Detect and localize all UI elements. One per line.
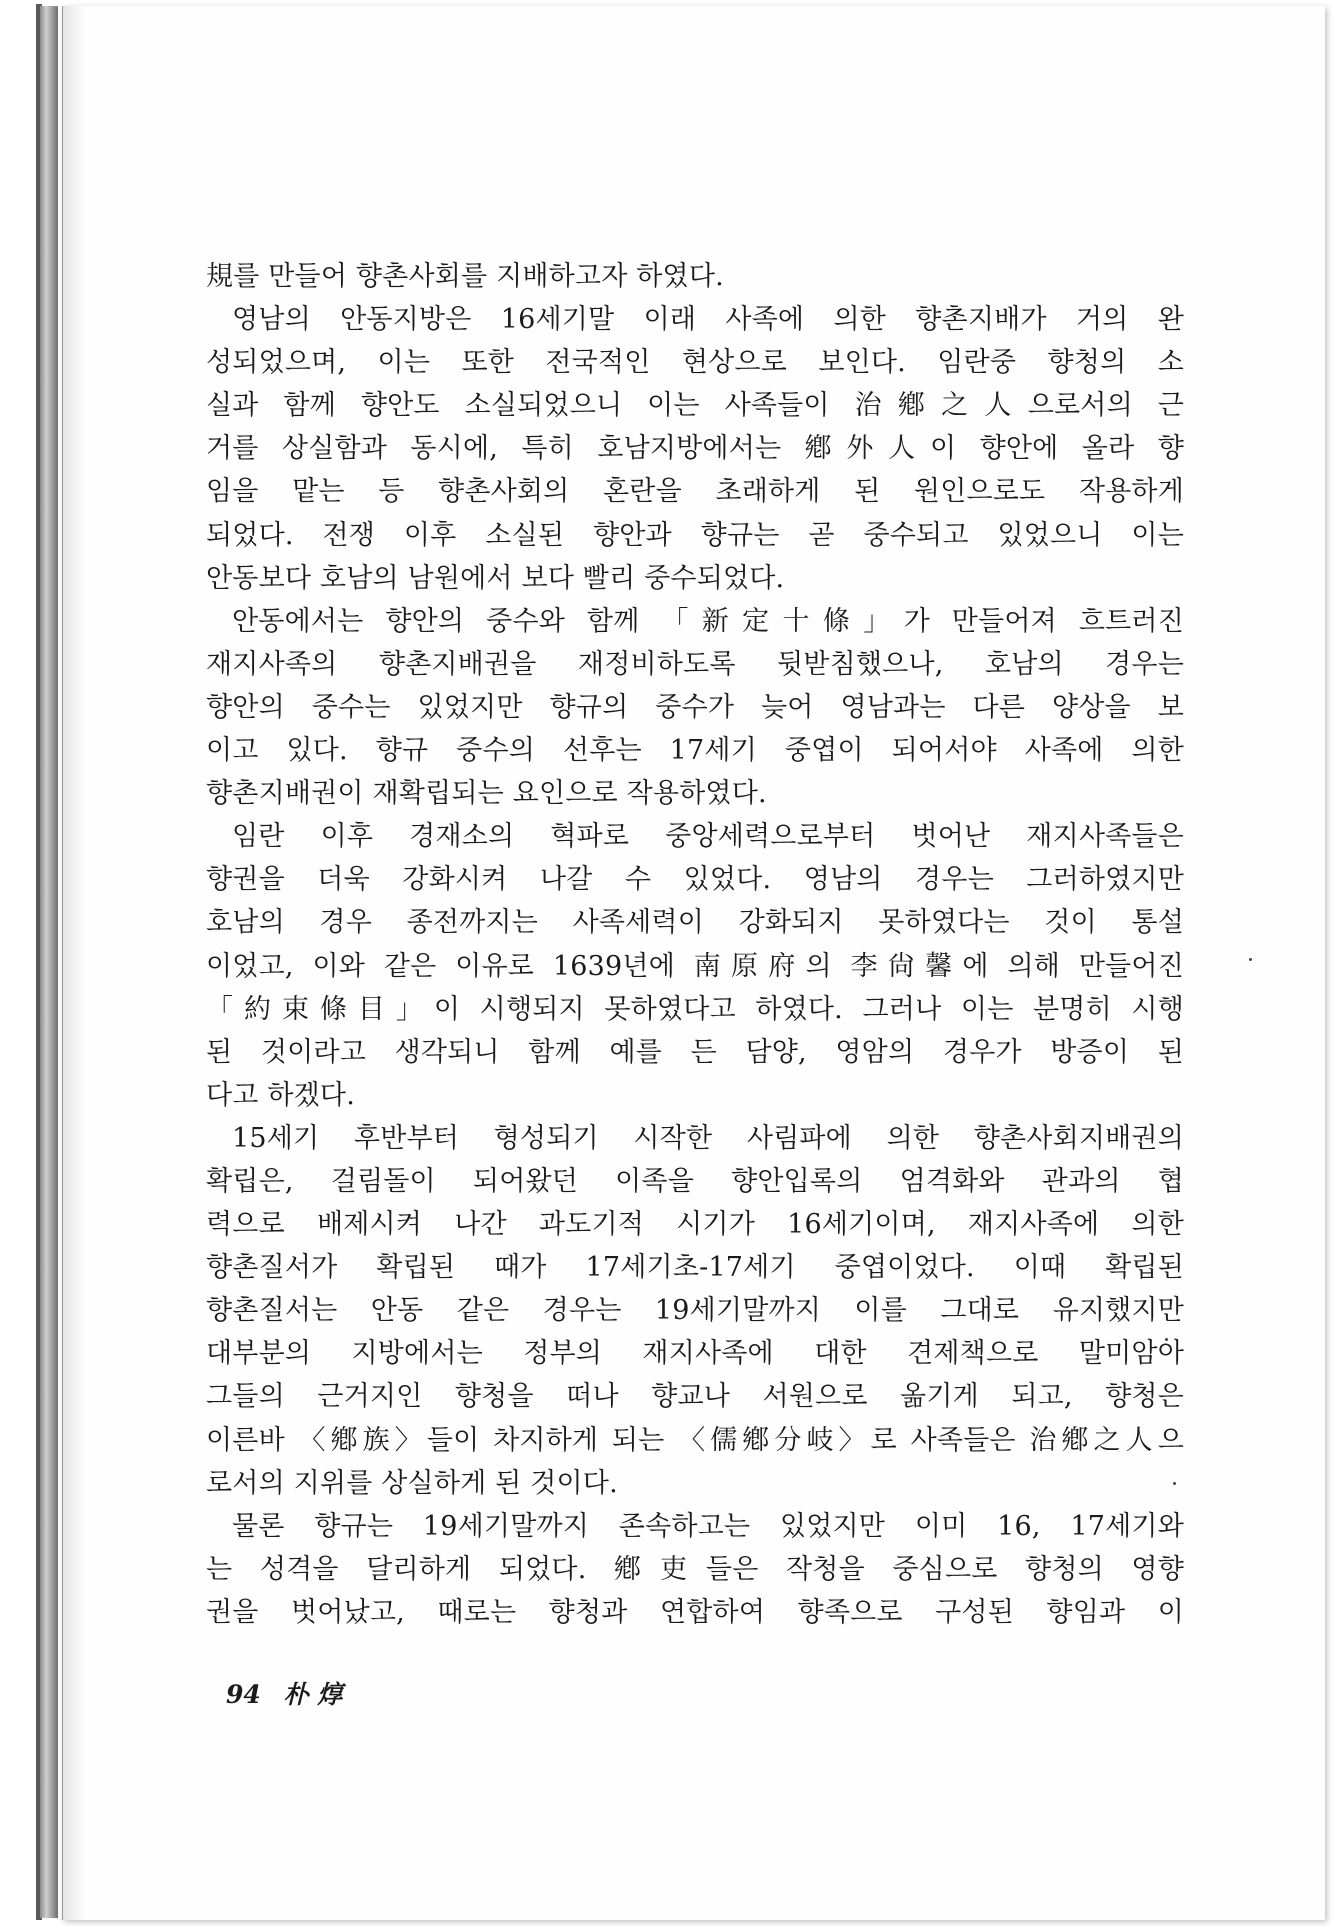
text-line: 는 성격을 달리하게 되었다. 鄕吏들은 작청을 중심으로 향청의 영향 (206, 1553, 1184, 1585)
text-line: 15세기 후반부터 형성되기 시작한 사림파에 의한 향촌사회지배권의 (232, 1122, 1184, 1154)
text-line: 안동보다 호남의 남원에서 보다 빨리 중수되었다. (206, 562, 785, 594)
text-line: 력으로 배제시켜 나간 과도기적 시기가 16세기이며, 재지사족에 의한 (206, 1209, 1184, 1241)
text-line: 되었다. 전쟁 이후 소실된 향안과 향규는 곧 중수되고 있었으니 이는 (206, 519, 1184, 551)
text-line: 실과 함께 향안도 소실되었으니 이는 사족들이 治鄕之人으로서의 근 (206, 390, 1184, 422)
text-line: 이른바 〈鄕族〉들이 차지하게 되는 〈儒鄕分岐〉로 사족들은 治鄕之人으 (206, 1424, 1184, 1456)
text-line: 향권을 더욱 강화시켜 나갈 수 있었다. 영남의 경우는 그러하였지만 (206, 864, 1184, 896)
text-line: 재지사족의 향촌지배권을 재정비하도록 뒷받침했으나, 호남의 경우는 (206, 648, 1184, 680)
text-line: 「約束條目」이 시행되지 못하였다고 하였다. 그러나 이는 분명히 시행 (206, 993, 1184, 1025)
text-line: 임란 이후 경재소의 혁파로 중앙세력으로부터 벗어난 재지사족들은 (232, 821, 1184, 853)
text-line: 規를 만들어 향촌사회를 지배하고자 하였다. (206, 261, 724, 292)
page-footer (226, 1675, 356, 1711)
text-line: 된 것이라고 생각되니 함께 예를 든 담양, 영암의 경우가 방증이 된 (206, 1036, 1184, 1068)
text-line: 임을 맡는 등 향촌사회의 혼란을 초래하게 된 원인으로도 작용하게 (206, 476, 1184, 508)
text-line: 이었고, 이와 같은 이유로 1639년에 南原府의 李尙馨에 의해 만들어진 (206, 950, 1184, 982)
text-line: 향촌지배권이 재확립되는 요인으로 작용하였다. (206, 778, 767, 810)
text-line: 권을 벗어났고, 때로는 향청과 연합하여 향족으로 구성된 향임과 이 (206, 1596, 1184, 1628)
text-line: 대부분의 지방에서는 정부의 재지사족에 대한 견제책으로 말미암아 (206, 1338, 1184, 1370)
text-line: 영남의 안동지방은 16세기말 이래 사족에 의한 향촌지배가 거의 완 (232, 304, 1184, 336)
text-line: 향촌질서는 안동 같은 경우는 19세기말까지 이를 그대로 유지했지만 (206, 1295, 1184, 1327)
text-line: 성되었으며, 이는 또한 전국적인 현상으로 보인다. 임란중 향청의 소 (206, 347, 1184, 379)
page-gutter-shadow (63, 6, 85, 1920)
book-spine (40, 6, 58, 1918)
text-line: 이고 있다. 향규 중수의 선후는 17세기 중엽이 되어서야 사족에 의한 (206, 735, 1184, 767)
text-line: 로서의 지위를 상실하게 된 것이다. (206, 1467, 618, 1499)
body-text (206, 255, 1184, 1634)
text-line: 물론 향규는 19세기말까지 존속하고는 있었지만 이미 16, 17세기와 (232, 1510, 1184, 1542)
scan-speck (1249, 958, 1252, 961)
text-line: 향안의 중수는 있었지만 향규의 중수가 늦어 영남과는 다른 양상을 보 (206, 691, 1184, 723)
author-name: 朴 焞 (283, 1680, 343, 1709)
text-line: 안동에서는 향안의 중수와 함께 「新定十條」가 만들어져 흐트러진 (232, 605, 1184, 637)
text-line: 확립은, 걸림돌이 되어왔던 이족을 향안입록의 엄격화와 관과의 협 (206, 1165, 1184, 1197)
text-line: 그들의 근거지인 향청을 떠나 향교나 서원으로 옮기게 되고, 향청은 (206, 1381, 1184, 1413)
text-line: 거를 상실함과 동시에, 특히 호남지방에서는 鄕外人이 향안에 올라 향 (206, 433, 1184, 465)
text-line: 향촌질서가 확립된 때가 17세기초-17세기 중엽이었다. 이때 확립된 (206, 1252, 1184, 1284)
text-line: 다고 하겠다. (206, 1079, 355, 1111)
page-number: 94 (226, 1680, 261, 1709)
text-line: 호남의 경우 종전까지는 사족세력이 강화되지 못하였다는 것이 통설 (206, 907, 1184, 939)
